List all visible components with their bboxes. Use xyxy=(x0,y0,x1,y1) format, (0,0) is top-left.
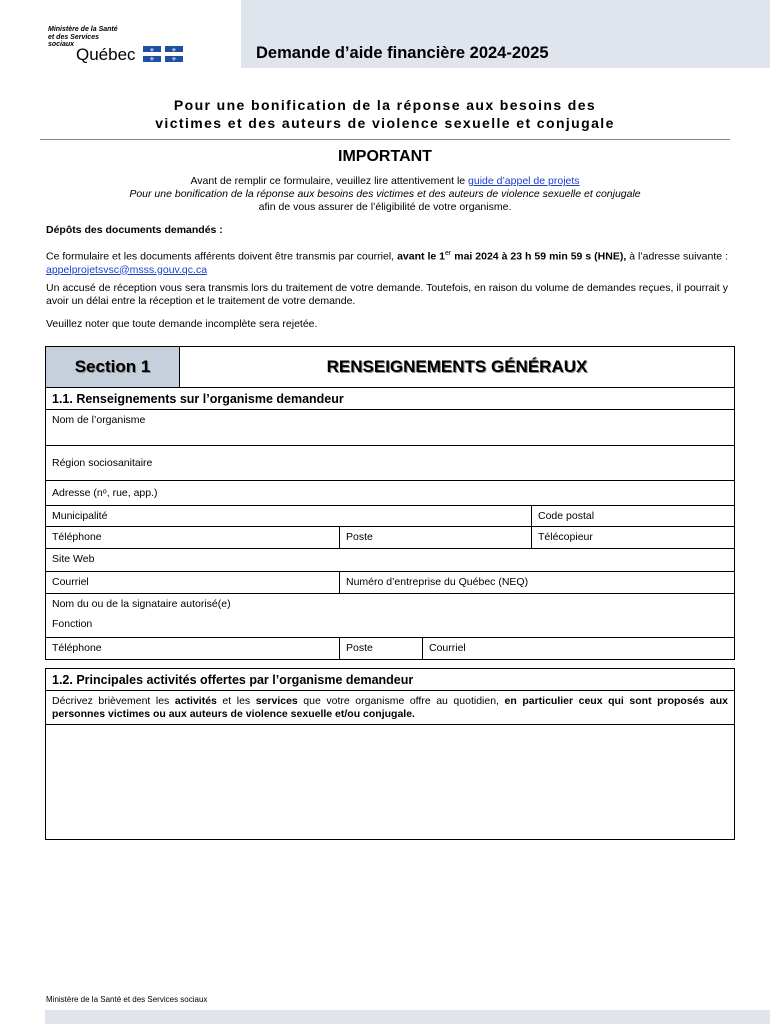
website-field[interactable] xyxy=(46,549,734,572)
activities-textarea[interactable] xyxy=(46,725,734,839)
deadline-sup: er xyxy=(445,250,452,257)
footer-text: Ministère de la Santé et des Services sociaux xyxy=(46,995,208,1004)
act-text-a: Décrivez brièvement les xyxy=(52,695,175,707)
fax-label: Télécopieur xyxy=(538,531,593,543)
signatory-block[interactable] xyxy=(46,594,734,638)
guide-link[interactable]: guide d’appel de projets xyxy=(468,175,580,187)
neq-field[interactable] xyxy=(339,572,734,593)
deadline-a: avant le 1 xyxy=(397,250,446,263)
city-postal-row xyxy=(46,506,734,527)
city-label: Municipalité xyxy=(52,510,108,522)
deadline-b: mai 2024 à 23 h 59 min 59 s (HNE), xyxy=(451,250,627,263)
intro-eligibility: afin de vous assurer de l’éligibilité de votre organisme. xyxy=(258,201,512,213)
org-name-field[interactable] xyxy=(46,410,734,446)
subtitle xyxy=(40,96,730,132)
deposits-paragraph xyxy=(46,247,728,277)
ext-field[interactable] xyxy=(339,527,531,548)
subsection-1-1-header xyxy=(46,388,734,410)
document-title: Demande d’aide financière 2024-2025 xyxy=(256,44,549,62)
svg-text:⚜: ⚜ xyxy=(149,57,155,62)
quebec-wordmark: Québec xyxy=(76,45,136,64)
signatory-phone-field[interactable] xyxy=(46,638,339,659)
subtitle-line-2: victimes et des auteurs de violence sexuelle et conjugale xyxy=(155,115,615,131)
neq-label: Numéro d’entreprise du Québec (NEQ) xyxy=(346,576,529,588)
act-text-f: en particulier ceux qui sont proposés aux personnes victimes ou aux auteurs de violence sexuelle et/ou conjugale. xyxy=(52,695,729,720)
email-label: Courriel xyxy=(52,576,89,588)
section-title: RENSEIGNEMENTS GÉNÉRAUX xyxy=(326,357,588,376)
deposits-address-text: à l’adresse suivante : xyxy=(626,250,728,263)
ministry-name: Ministère de la Santé et des Services sociaux xyxy=(48,26,118,48)
deposits-heading: Dépôts des documents demandés : xyxy=(46,224,223,236)
subsection-1-2-header xyxy=(46,669,734,691)
activities-instruction-text xyxy=(46,691,734,724)
address-label: Adresse (nᵒ, rue, app.) xyxy=(52,487,158,499)
svg-text:⚜: ⚜ xyxy=(171,57,177,62)
receipt-paragraph: Un accusé de réception vous sera transmis lors du traitement de votre demande. Toutefois, en raison du volume de demandes reçues, il pourrait y avoir un délai entre la réception et le traitement de votre demande. xyxy=(46,282,728,307)
section-1-form xyxy=(45,346,735,660)
activities-instructions xyxy=(46,691,734,725)
quebec-logo xyxy=(48,26,188,66)
website-label: Site Web xyxy=(52,553,95,565)
signatory-ext-field[interactable] xyxy=(339,638,422,659)
svg-text:⚜: ⚜ xyxy=(149,48,155,54)
ext-label: Poste xyxy=(346,531,373,543)
subsection-1-1-title: 1.1. Renseignements sur l’organisme demandeur xyxy=(52,392,344,406)
signatory-ext-label: Poste xyxy=(346,642,373,654)
svg-text:⚜: ⚜ xyxy=(171,48,177,54)
address-field[interactable] xyxy=(46,481,734,506)
section-1-header xyxy=(46,347,734,388)
function-label: Fonction xyxy=(52,618,93,630)
phone-field[interactable] xyxy=(46,527,339,548)
incomplete-notice: Veuillez noter que toute demande incomplète sera rejetée. xyxy=(46,318,318,330)
submission-email-link[interactable]: appelprojetsvsc@msss.gouv.qc.ca xyxy=(46,263,208,276)
deposits-text: Ce formulaire et les documents afférents doivent être transmis par courriel, xyxy=(46,250,398,263)
phone-label: Téléphone xyxy=(52,531,102,543)
act-text-d: services xyxy=(255,695,298,707)
email-field[interactable] xyxy=(46,572,339,593)
divider xyxy=(40,139,730,140)
act-text-b: activités xyxy=(174,695,217,707)
signatory-contact-row xyxy=(46,638,734,659)
subtitle-line-1: Pour une bonification de la réponse aux besoins des xyxy=(173,97,597,113)
postal-code-field[interactable] xyxy=(531,506,734,526)
important-heading: IMPORTANT xyxy=(338,148,432,165)
region-field[interactable] xyxy=(46,446,734,481)
signatory-label: Nom du ou de la signataire autorisé(e) xyxy=(52,598,231,610)
city-field[interactable] xyxy=(46,506,531,526)
section-label: Section 1 xyxy=(46,347,180,387)
intro-program: Pour une bonification de la réponse aux besoins des victimes et des auteurs de violence sexuelle et conjugale xyxy=(129,188,641,200)
signatory-email-field[interactable] xyxy=(422,638,734,659)
postal-code-label: Code postal xyxy=(538,510,595,522)
phone-row xyxy=(46,527,734,549)
intro-text: Avant de remplir ce formulaire, veuillez lire attentivement le xyxy=(190,175,469,187)
org-name-label: Nom de l’organisme xyxy=(52,414,146,426)
email-neq-row xyxy=(46,572,734,594)
subsection-1-2-form xyxy=(45,668,735,840)
footer-band xyxy=(45,1010,770,1024)
fleurdelise-flag-icon xyxy=(143,46,183,62)
act-text-c: et les xyxy=(216,695,256,707)
signatory-email-label: Courriel xyxy=(429,642,466,654)
signatory-phone-label: Téléphone xyxy=(52,642,102,654)
important-intro xyxy=(40,175,730,214)
fax-field[interactable] xyxy=(531,527,734,548)
region-label: Région sociosanitaire xyxy=(52,457,153,469)
subsection-1-2-title: 1.2. Principales activités offertes par l’organisme demandeur xyxy=(52,673,414,687)
act-text-e: que votre organisme offre au quotidien, xyxy=(297,695,505,707)
